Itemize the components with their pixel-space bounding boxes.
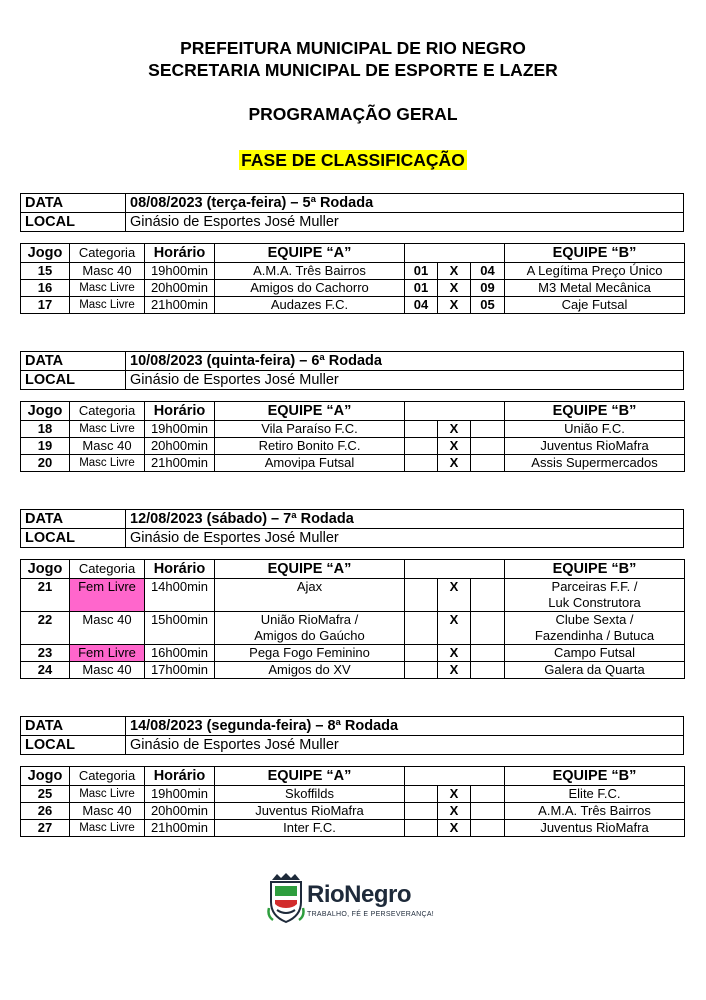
score-b xyxy=(471,645,505,662)
game-number: 20 xyxy=(21,455,70,472)
logo-wordmark: RioNegro xyxy=(307,881,411,908)
table-row xyxy=(21,579,685,612)
team-a xyxy=(215,612,405,645)
table-row xyxy=(21,803,685,820)
score-b: 09 xyxy=(471,280,505,297)
game-time: 17h00min xyxy=(145,662,215,679)
game-category: Masc Livre xyxy=(70,820,145,837)
header-categoria: Categoria xyxy=(70,402,145,421)
score-a xyxy=(405,421,438,438)
versus-mark: X xyxy=(438,421,471,438)
game-category: Fem Livre xyxy=(70,645,145,662)
team-b: Assis Supermercados xyxy=(505,455,685,472)
games-table xyxy=(20,766,685,837)
team-a: Vila Paraíso F.C. xyxy=(215,421,405,438)
game-number: 15 xyxy=(21,263,70,280)
header-horario: Horário xyxy=(145,244,215,263)
score-b xyxy=(471,455,505,472)
score-a xyxy=(405,820,438,837)
header-horario: Horário xyxy=(145,767,215,786)
team-a-line-1: Ajax xyxy=(296,579,323,594)
score-b xyxy=(471,803,505,820)
team-b xyxy=(505,579,685,612)
program-title: PROGRAMAÇÃO GERAL xyxy=(248,104,458,124)
header-score xyxy=(405,402,505,421)
team-b: A Legítima Preço Único xyxy=(505,263,685,280)
team-b-line-2: Fazendinha / Butuca xyxy=(534,628,655,643)
team-b: M3 Metal Mecânica xyxy=(505,280,685,297)
score-a xyxy=(405,645,438,662)
team-b: Elite F.C. xyxy=(505,786,685,803)
header-jogo: Jogo xyxy=(21,244,70,263)
local-label: LOCAL xyxy=(21,736,126,755)
score-b xyxy=(471,786,505,803)
team-a-line-2: Amigos do Gaúcho xyxy=(254,628,365,643)
game-number: 25 xyxy=(21,786,70,803)
team-a: A.M.A. Três Bairros xyxy=(215,263,405,280)
round-date: 10/08/2023 (quinta-feira) – 6ª Rodada xyxy=(126,352,684,371)
game-time: 16h00min xyxy=(145,645,215,662)
team-a: Amovipa Futsal xyxy=(215,455,405,472)
game-number: 23 xyxy=(21,645,70,662)
game-category: Masc Livre xyxy=(70,297,145,314)
game-number: 19 xyxy=(21,438,70,455)
table-row xyxy=(21,263,685,280)
team-b: Galera da Quarta xyxy=(505,662,685,679)
team-b xyxy=(505,612,685,645)
score-b: 05 xyxy=(471,297,505,314)
score-b xyxy=(471,662,505,679)
game-number: 21 xyxy=(21,579,70,612)
game-category: Masc 40 xyxy=(70,438,145,455)
team-a: Audazes F.C. xyxy=(215,297,405,314)
game-category: Masc Livre xyxy=(70,280,145,297)
game-category: Masc Livre xyxy=(70,786,145,803)
header-equipe-a: EQUIPE “A” xyxy=(215,767,405,786)
score-b xyxy=(471,612,505,645)
versus-mark: X xyxy=(438,263,471,280)
versus-mark: X xyxy=(438,645,471,662)
score-b xyxy=(471,579,505,612)
date-label: DATA xyxy=(21,717,126,736)
versus-mark: X xyxy=(438,455,471,472)
game-category: Masc Livre xyxy=(70,421,145,438)
date-label: DATA xyxy=(21,352,126,371)
table-row xyxy=(21,786,685,803)
team-b: A.M.A. Três Bairros xyxy=(505,803,685,820)
team-b-line-2: Luk Construtora xyxy=(548,595,641,610)
round-info-table xyxy=(20,509,684,548)
table-row xyxy=(21,662,685,679)
versus-mark: X xyxy=(438,438,471,455)
versus-mark: X xyxy=(438,820,471,837)
header-categoria: Categoria xyxy=(70,244,145,263)
header-categoria: Categoria xyxy=(70,767,145,786)
versus-mark: X xyxy=(438,612,471,645)
score-a xyxy=(405,455,438,472)
local-label: LOCAL xyxy=(21,213,126,232)
versus-mark: X xyxy=(438,803,471,820)
logo-slogan: TRABALHO, FÉ E PERSEVERANÇA! xyxy=(307,911,435,918)
game-number: 27 xyxy=(21,820,70,837)
local-label: LOCAL xyxy=(21,529,126,548)
versus-mark: X xyxy=(438,297,471,314)
team-a: Amigos do Cachorro xyxy=(215,280,405,297)
round-local: Ginásio de Esportes José Muller xyxy=(126,736,684,755)
header-equipe-b: EQUIPE “B” xyxy=(505,402,685,421)
header-line-2: SECRETARIA MUNICIPAL DE ESPORTE E LAZER xyxy=(148,60,558,80)
game-number: 16 xyxy=(21,280,70,297)
game-time: 14h00min xyxy=(145,579,215,612)
header-equipe-a: EQUIPE “A” xyxy=(215,560,405,579)
game-category: Masc 40 xyxy=(70,803,145,820)
round-info-table xyxy=(20,351,684,390)
local-label: LOCAL xyxy=(21,371,126,390)
game-number: 24 xyxy=(21,662,70,679)
table-row xyxy=(21,820,685,837)
score-b xyxy=(471,820,505,837)
score-a xyxy=(405,438,438,455)
document-header xyxy=(0,37,706,81)
header-jogo: Jogo xyxy=(21,560,70,579)
score-b xyxy=(471,438,505,455)
team-a: Skoffilds xyxy=(215,786,405,803)
team-b: Juventus RioMafra xyxy=(505,438,685,455)
game-time: 19h00min xyxy=(145,263,215,280)
header-line-1: PREFEITURA MUNICIPAL DE RIO NEGRO xyxy=(180,38,526,58)
header-jogo: Jogo xyxy=(21,402,70,421)
game-number: 18 xyxy=(21,421,70,438)
games-table xyxy=(20,401,685,472)
header-jogo: Jogo xyxy=(21,767,70,786)
round-date: 08/08/2023 (terça-feira) – 5ª Rodada xyxy=(126,194,684,213)
games-table xyxy=(20,243,685,314)
score-a xyxy=(405,662,438,679)
game-category: Fem Livre xyxy=(70,579,145,612)
team-a: Pega Fogo Feminino xyxy=(215,645,405,662)
game-time: 21h00min xyxy=(145,297,215,314)
round-local: Ginásio de Esportes José Muller xyxy=(126,529,684,548)
table-row xyxy=(21,297,685,314)
round-local: Ginásio de Esportes José Muller xyxy=(126,213,684,232)
game-number: 26 xyxy=(21,803,70,820)
team-a xyxy=(215,579,405,612)
round-info-table xyxy=(20,716,684,755)
score-a xyxy=(405,579,438,612)
table-row xyxy=(21,645,685,662)
game-time: 20h00min xyxy=(145,803,215,820)
table-row xyxy=(21,438,685,455)
header-equipe-b: EQUIPE “B” xyxy=(505,767,685,786)
versus-mark: X xyxy=(438,786,471,803)
score-a: 01 xyxy=(405,263,438,280)
score-a xyxy=(405,786,438,803)
coat-of-arms-icon xyxy=(267,872,305,924)
header-score xyxy=(405,767,505,786)
header-equipe-a: EQUIPE “A” xyxy=(215,244,405,263)
table-row xyxy=(21,421,685,438)
games-table xyxy=(20,559,685,679)
game-time: 21h00min xyxy=(145,455,215,472)
date-label: DATA xyxy=(21,194,126,213)
round-local: Ginásio de Esportes José Muller xyxy=(126,371,684,390)
game-time: 20h00min xyxy=(145,280,215,297)
team-b: Campo Futsal xyxy=(505,645,685,662)
game-time: 20h00min xyxy=(145,438,215,455)
game-category: Masc 40 xyxy=(70,263,145,280)
score-a xyxy=(405,803,438,820)
header-horario: Horário xyxy=(145,402,215,421)
score-a xyxy=(405,612,438,645)
round-date: 14/08/2023 (segunda-feira) – 8ª Rodada xyxy=(126,717,684,736)
team-a: Inter F.C. xyxy=(215,820,405,837)
game-category: Masc Livre xyxy=(70,455,145,472)
game-time: 15h00min xyxy=(145,612,215,645)
game-category: Masc 40 xyxy=(70,662,145,679)
versus-mark: X xyxy=(438,662,471,679)
team-a-line-1: União RioMafra / xyxy=(260,612,359,627)
score-a: 04 xyxy=(405,297,438,314)
header-score xyxy=(405,560,505,579)
header-equipe-a: EQUIPE “A” xyxy=(215,402,405,421)
team-b: União F.C. xyxy=(505,421,685,438)
header-categoria: Categoria xyxy=(70,560,145,579)
team-b-line-1: Parceiras F.F. / xyxy=(551,579,638,594)
header-horario: Horário xyxy=(145,560,215,579)
game-time: 19h00min xyxy=(145,786,215,803)
table-row xyxy=(21,280,685,297)
header-score xyxy=(405,244,505,263)
team-a: Juventus RioMafra xyxy=(215,803,405,820)
phase-title xyxy=(0,150,706,171)
score-b: 04 xyxy=(471,263,505,280)
team-b: Caje Futsal xyxy=(505,297,685,314)
team-a: Amigos do XV xyxy=(215,662,405,679)
versus-mark: X xyxy=(438,579,471,612)
phase-title-highlight: FASE DE CLASSIFICAÇÃO xyxy=(241,150,465,170)
score-a: 01 xyxy=(405,280,438,297)
score-b xyxy=(471,421,505,438)
team-a: Retiro Bonito F.C. xyxy=(215,438,405,455)
game-category: Masc 40 xyxy=(70,612,145,645)
date-label: DATA xyxy=(21,510,126,529)
game-number: 17 xyxy=(21,297,70,314)
team-b: Juventus RioMafra xyxy=(505,820,685,837)
header-equipe-b: EQUIPE “B” xyxy=(505,560,685,579)
table-row xyxy=(21,455,685,472)
versus-mark: X xyxy=(438,280,471,297)
round-info-table xyxy=(20,193,684,232)
header-equipe-b: EQUIPE “B” xyxy=(505,244,685,263)
game-time: 19h00min xyxy=(145,421,215,438)
game-number: 22 xyxy=(21,612,70,645)
game-time: 21h00min xyxy=(145,820,215,837)
team-b-line-1: Clube Sexta / xyxy=(555,612,634,627)
round-date: 12/08/2023 (sábado) – 7ª Rodada xyxy=(126,510,684,529)
table-row xyxy=(21,612,685,645)
